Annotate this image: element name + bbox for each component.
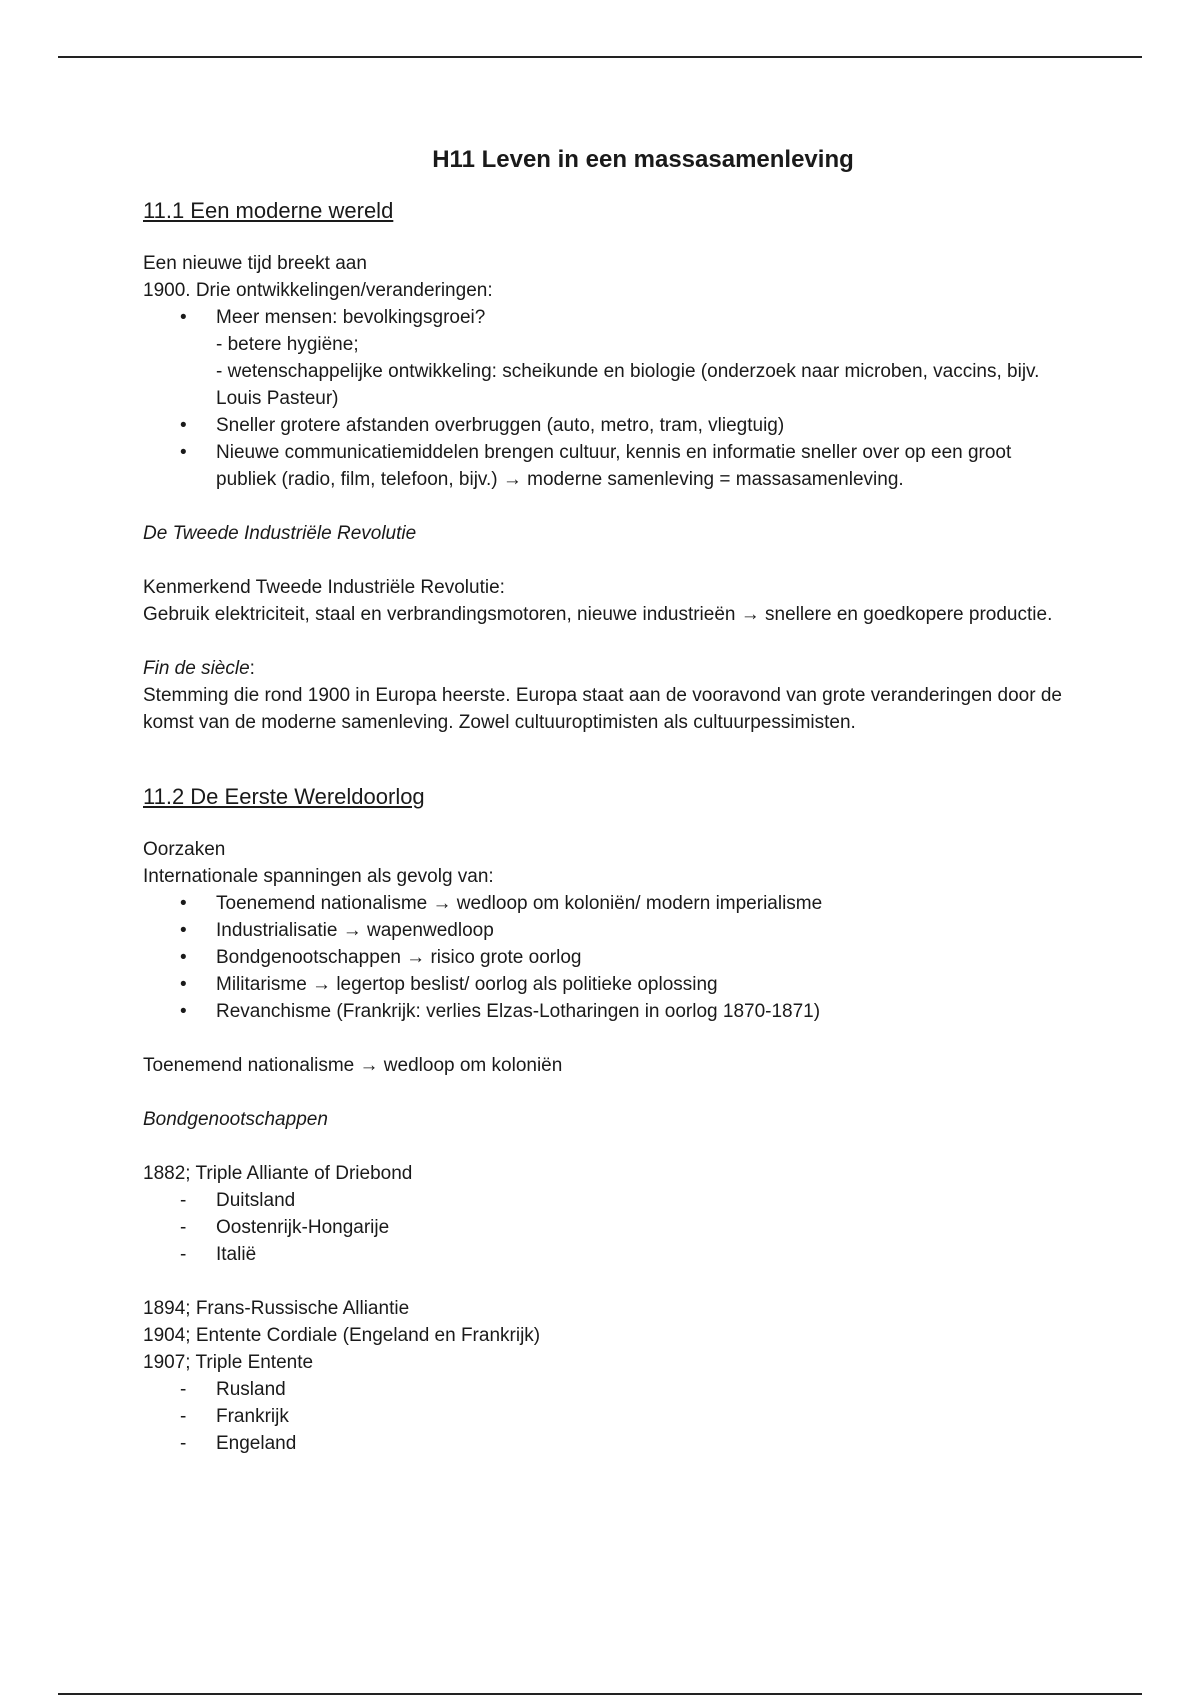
paragraph: 1907; Triple Entente xyxy=(143,1352,314,1373)
subheading: Fin de siècle xyxy=(143,658,250,679)
list-item-text: Italië xyxy=(216,1244,257,1265)
document-body xyxy=(143,140,1073,1457)
bullet-icon: • xyxy=(180,442,187,463)
list-item xyxy=(143,1241,1073,1268)
section-heading-11-2: 11.2 De Eerste Wereldoorlog xyxy=(143,784,425,809)
footer-rule xyxy=(58,1693,1142,1695)
list-item-text: Revanchisme (Frankrijk: verlies Elzas-Lotharingen in oorlog 1870-1871) xyxy=(216,1001,821,1022)
dash-list xyxy=(143,1187,1073,1268)
list-item-subtext: - betere hygiëne; xyxy=(216,334,359,355)
dash-icon: - xyxy=(180,1406,187,1427)
list-item xyxy=(143,412,1073,439)
dash-icon: - xyxy=(180,1379,187,1400)
list-item xyxy=(143,917,1073,944)
list-item-text: Meer mensen: bevolkingsgroei? xyxy=(216,307,486,328)
paragraph: Kenmerkend Tweede Industriële Revolutie: xyxy=(143,577,505,598)
list-item-text: Rusland xyxy=(216,1379,286,1400)
list-item-text: Militarisme → legertop beslist/ oorlog als politieke oplossing xyxy=(216,974,718,995)
list-item xyxy=(143,890,1073,917)
list-item xyxy=(143,971,1073,998)
paragraph: Gebruik elektriciteit, staal en verbrandingsmotoren, nieuwe industrieën → snellere en goedkopere productie. xyxy=(143,604,1053,625)
page-title: H11 Leven in een massasamenleving xyxy=(432,146,854,173)
list-item xyxy=(143,1403,1073,1430)
paragraph: 1894; Frans-Russische Alliantie xyxy=(143,1298,410,1319)
list-item-text: Industrialisatie → wapenwedloop xyxy=(216,920,494,941)
colon: : xyxy=(249,658,255,679)
list-item xyxy=(143,1214,1073,1241)
bullet-icon: • xyxy=(180,893,187,914)
paragraph: Een nieuwe tijd breekt aan xyxy=(143,253,367,274)
list-item-text: Nieuwe communicatiemiddelen brengen cultuur, kennis en informatie sneller over op een groot publiek (radio, film, telefoon, bijv.) → moderne samenleving = massasamenleving. xyxy=(216,442,1012,490)
header-rule xyxy=(58,56,1142,58)
subheading-line xyxy=(143,655,1073,682)
paragraph: 1904; Entente Cordiale (Engeland en Frankrijk) xyxy=(143,1325,541,1346)
paragraph: Stemming die rond 1900 in Europa heerste. Europa staat aan de vooravond van grote veranderingen door de komst van de moderne samenleving. Zowel cultuuroptimisten als cultuurpessimisten. xyxy=(143,685,1062,733)
bullet-icon: • xyxy=(180,920,187,941)
list-item-text: Bondgenootschappen → risico grote oorlog xyxy=(216,947,582,968)
subheading: De Tweede Industriële Revolutie xyxy=(143,523,417,544)
bullet-icon: • xyxy=(180,974,187,995)
list-item-text: Duitsland xyxy=(216,1190,296,1211)
subheading: Bondgenootschappen xyxy=(143,1109,328,1130)
dash-icon: - xyxy=(180,1217,187,1238)
list-item xyxy=(143,439,1073,493)
paragraph: Internationale spanningen als gevolg van: xyxy=(143,866,494,887)
paragraph: Oorzaken xyxy=(143,839,226,860)
dash-icon: - xyxy=(180,1190,187,1211)
dash-icon: - xyxy=(180,1433,187,1454)
list-item-text: Frankrijk xyxy=(216,1406,289,1427)
list-item xyxy=(143,304,1073,412)
list-item-subtext: - wetenschappelijke ontwikkeling: scheikunde en biologie (onderzoek naar microben, vaccins, bijv. Louis Pasteur) xyxy=(216,361,1040,409)
list-item-text: Toenemend nationalisme → wedloop om koloniën/ modern imperialisme xyxy=(216,893,823,914)
list-item xyxy=(143,998,1073,1025)
list-item xyxy=(143,1430,1073,1457)
list-item xyxy=(143,1376,1073,1403)
bullet-icon: • xyxy=(180,947,187,968)
bullet-list xyxy=(143,890,1073,1025)
paragraph: Toenemend nationalisme → wedloop om koloniën xyxy=(143,1055,563,1076)
bullet-icon: • xyxy=(180,1001,187,1022)
list-item-text: Oostenrijk-Hongarije xyxy=(216,1217,390,1238)
list-item xyxy=(143,944,1073,971)
list-item-text: Sneller grotere afstanden overbruggen (auto, metro, tram, vliegtuig) xyxy=(216,415,785,436)
paragraph: 1900. Drie ontwikkelingen/veranderingen: xyxy=(143,280,493,301)
paragraph: 1882; Triple Alliante of Driebond xyxy=(143,1163,413,1184)
bullet-list xyxy=(143,304,1073,493)
list-item-text: Engeland xyxy=(216,1433,297,1454)
list-item xyxy=(143,1187,1073,1214)
section-heading-11-1: 11.1 Een moderne wereld xyxy=(143,198,394,223)
bullet-icon: • xyxy=(180,307,187,328)
bullet-icon: • xyxy=(180,415,187,436)
dash-icon: - xyxy=(180,1244,187,1265)
dash-list xyxy=(143,1376,1073,1457)
